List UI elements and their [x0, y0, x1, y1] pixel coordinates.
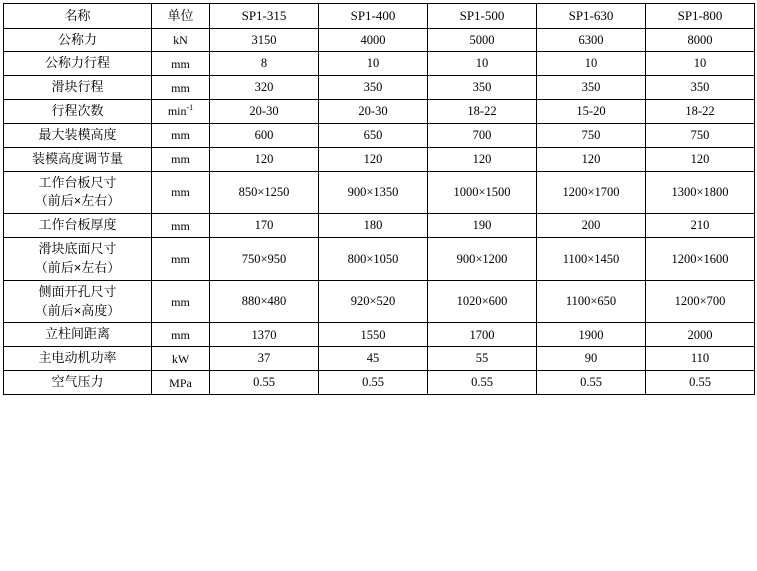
table-row [4, 323, 755, 347]
table-body [4, 4, 755, 395]
row-label-line1: 滑块底面尺寸 [38, 241, 117, 257]
table-row [4, 123, 755, 147]
cell-value: 920×520 [319, 280, 428, 323]
cell-value: 1200×1600 [646, 238, 755, 281]
column-header-model-2: SP1-400 [319, 4, 428, 29]
table-row [4, 147, 755, 171]
cell-value: 1020×600 [428, 280, 537, 323]
row-label-line1: 公称力 [57, 31, 97, 47]
cell-value: 8000 [646, 28, 755, 52]
cell-value: 1000×1500 [428, 171, 537, 214]
column-header-model-1: SP1-315 [210, 4, 319, 29]
cell-value: 10 [537, 52, 646, 76]
cell-value: 120 [646, 147, 755, 171]
cell-value: 45 [319, 347, 428, 371]
row-label-line2: （前后×左右） [34, 193, 121, 209]
row-unit [152, 347, 210, 371]
cell-value: 320 [210, 76, 319, 100]
cell-value: 5000 [428, 28, 537, 52]
column-header-name: 名称 [4, 4, 152, 29]
row-unit [152, 214, 210, 238]
cell-value: 1700 [428, 323, 537, 347]
cell-value: 0.55 [537, 371, 646, 395]
table-row [4, 76, 755, 100]
table-row [4, 214, 755, 238]
cell-value: 350 [646, 76, 755, 100]
cell-value: 10 [646, 52, 755, 76]
row-label-line1: 工作台板尺寸 [38, 174, 117, 190]
row-label [4, 347, 152, 371]
cell-value: 350 [537, 76, 646, 100]
cell-value: 190 [428, 214, 537, 238]
row-label [4, 147, 152, 171]
row-label-line1: 公称力行程 [44, 55, 110, 71]
cell-value: 1550 [319, 323, 428, 347]
row-unit [152, 238, 210, 281]
row-unit-text: mm [171, 185, 190, 200]
row-label-line2: （前后×高度） [34, 302, 121, 318]
column-header-model-3: SP1-500 [428, 4, 537, 29]
cell-value: 1200×1700 [537, 171, 646, 214]
row-unit-text: mm [171, 327, 190, 342]
row-unit-text: mm [171, 251, 190, 266]
cell-value: 1100×650 [537, 280, 646, 323]
cell-value: 3150 [210, 28, 319, 52]
cell-value: 800×1050 [319, 238, 428, 281]
specification-table [3, 3, 755, 395]
cell-value: 1100×1450 [537, 238, 646, 281]
row-label-line1: 立柱间距离 [44, 326, 110, 342]
table-row [4, 280, 755, 323]
cell-value: 0.55 [646, 371, 755, 395]
row-label [4, 76, 152, 100]
cell-value: 110 [646, 347, 755, 371]
column-header-model-4: SP1-630 [537, 4, 646, 29]
cell-value: 750 [537, 123, 646, 147]
table-header-row [4, 4, 755, 29]
row-unit-text: MPa [169, 375, 192, 390]
cell-value: 900×1200 [428, 238, 537, 281]
table-row [4, 238, 755, 281]
row-label-line1: 最大装模高度 [38, 126, 117, 142]
table-row [4, 171, 755, 214]
cell-value: 120 [537, 147, 646, 171]
cell-value: 880×480 [210, 280, 319, 323]
cell-value: 90 [537, 347, 646, 371]
row-unit [152, 100, 210, 124]
cell-value: 10 [428, 52, 537, 76]
cell-value: 170 [210, 214, 319, 238]
row-label [4, 280, 152, 323]
cell-value: 120 [210, 147, 319, 171]
row-label-line1: 装模高度调节量 [31, 150, 123, 166]
row-label [4, 171, 152, 214]
cell-value: 120 [428, 147, 537, 171]
cell-value: 0.55 [428, 371, 537, 395]
table-row [4, 100, 755, 124]
cell-value: 120 [319, 147, 428, 171]
cell-value: 350 [428, 76, 537, 100]
cell-value: 1200×700 [646, 280, 755, 323]
row-unit [152, 323, 210, 347]
row-label-line1: 滑块行程 [51, 79, 104, 95]
row-label [4, 123, 152, 147]
row-label [4, 323, 152, 347]
row-unit [152, 28, 210, 52]
row-unit-text: min [167, 104, 187, 119]
cell-value: 650 [319, 123, 428, 147]
row-label-line1: 工作台板厚度 [38, 217, 117, 233]
cell-value: 850×1250 [210, 171, 319, 214]
row-unit [152, 147, 210, 171]
row-label [4, 238, 152, 281]
row-unit-text: mm [171, 80, 190, 95]
column-header-model-5: SP1-800 [646, 4, 755, 29]
table-row [4, 371, 755, 395]
cell-value: 1370 [210, 323, 319, 347]
row-unit-text: mm [171, 56, 190, 71]
cell-value: 55 [428, 347, 537, 371]
row-unit [152, 171, 210, 214]
row-label [4, 100, 152, 124]
cell-value: 2000 [646, 323, 755, 347]
cell-value: 20-30 [210, 100, 319, 124]
row-label-line1: 侧面开孔尺寸 [38, 283, 117, 299]
cell-value: 37 [210, 347, 319, 371]
cell-value: 750×950 [210, 238, 319, 281]
table-row [4, 52, 755, 76]
cell-value: 1300×1800 [646, 171, 755, 214]
cell-value: 6300 [537, 28, 646, 52]
cell-value: 210 [646, 214, 755, 238]
cell-value: 18-22 [428, 100, 537, 124]
row-label-line1: 空气压力 [51, 374, 104, 390]
row-unit [152, 76, 210, 100]
row-label-line1: 主电动机功率 [38, 350, 117, 366]
row-unit [152, 123, 210, 147]
column-header-unit: 单位 [152, 4, 210, 29]
row-label [4, 371, 152, 395]
cell-value: 20-30 [319, 100, 428, 124]
row-label [4, 52, 152, 76]
row-unit-text: mm [171, 152, 190, 167]
cell-value: 0.55 [319, 371, 428, 395]
cell-value: 8 [210, 52, 319, 76]
cell-value: 1900 [537, 323, 646, 347]
row-unit-text: mm [171, 128, 190, 143]
row-unit-exponent: -1 [186, 103, 194, 113]
row-label-line1: 行程次数 [51, 103, 104, 119]
cell-value: 750 [646, 123, 755, 147]
row-label [4, 214, 152, 238]
row-unit-text: mm [171, 294, 190, 309]
cell-value: 15-20 [537, 100, 646, 124]
row-unit-text: kN [173, 32, 188, 47]
cell-value: 350 [319, 76, 428, 100]
row-unit [152, 280, 210, 323]
row-unit [152, 52, 210, 76]
cell-value: 18-22 [646, 100, 755, 124]
table-row [4, 28, 755, 52]
cell-value: 600 [210, 123, 319, 147]
cell-value: 700 [428, 123, 537, 147]
cell-value: 10 [319, 52, 428, 76]
row-unit [152, 371, 210, 395]
row-label [4, 28, 152, 52]
row-unit-text: mm [171, 218, 190, 233]
cell-value: 180 [319, 214, 428, 238]
table-row [4, 347, 755, 371]
row-label-line2: （前后×左右） [34, 259, 121, 275]
cell-value: 200 [537, 214, 646, 238]
cell-value: 900×1350 [319, 171, 428, 214]
row-unit-text: kW [171, 351, 190, 366]
cell-value: 0.55 [210, 371, 319, 395]
cell-value: 4000 [319, 28, 428, 52]
